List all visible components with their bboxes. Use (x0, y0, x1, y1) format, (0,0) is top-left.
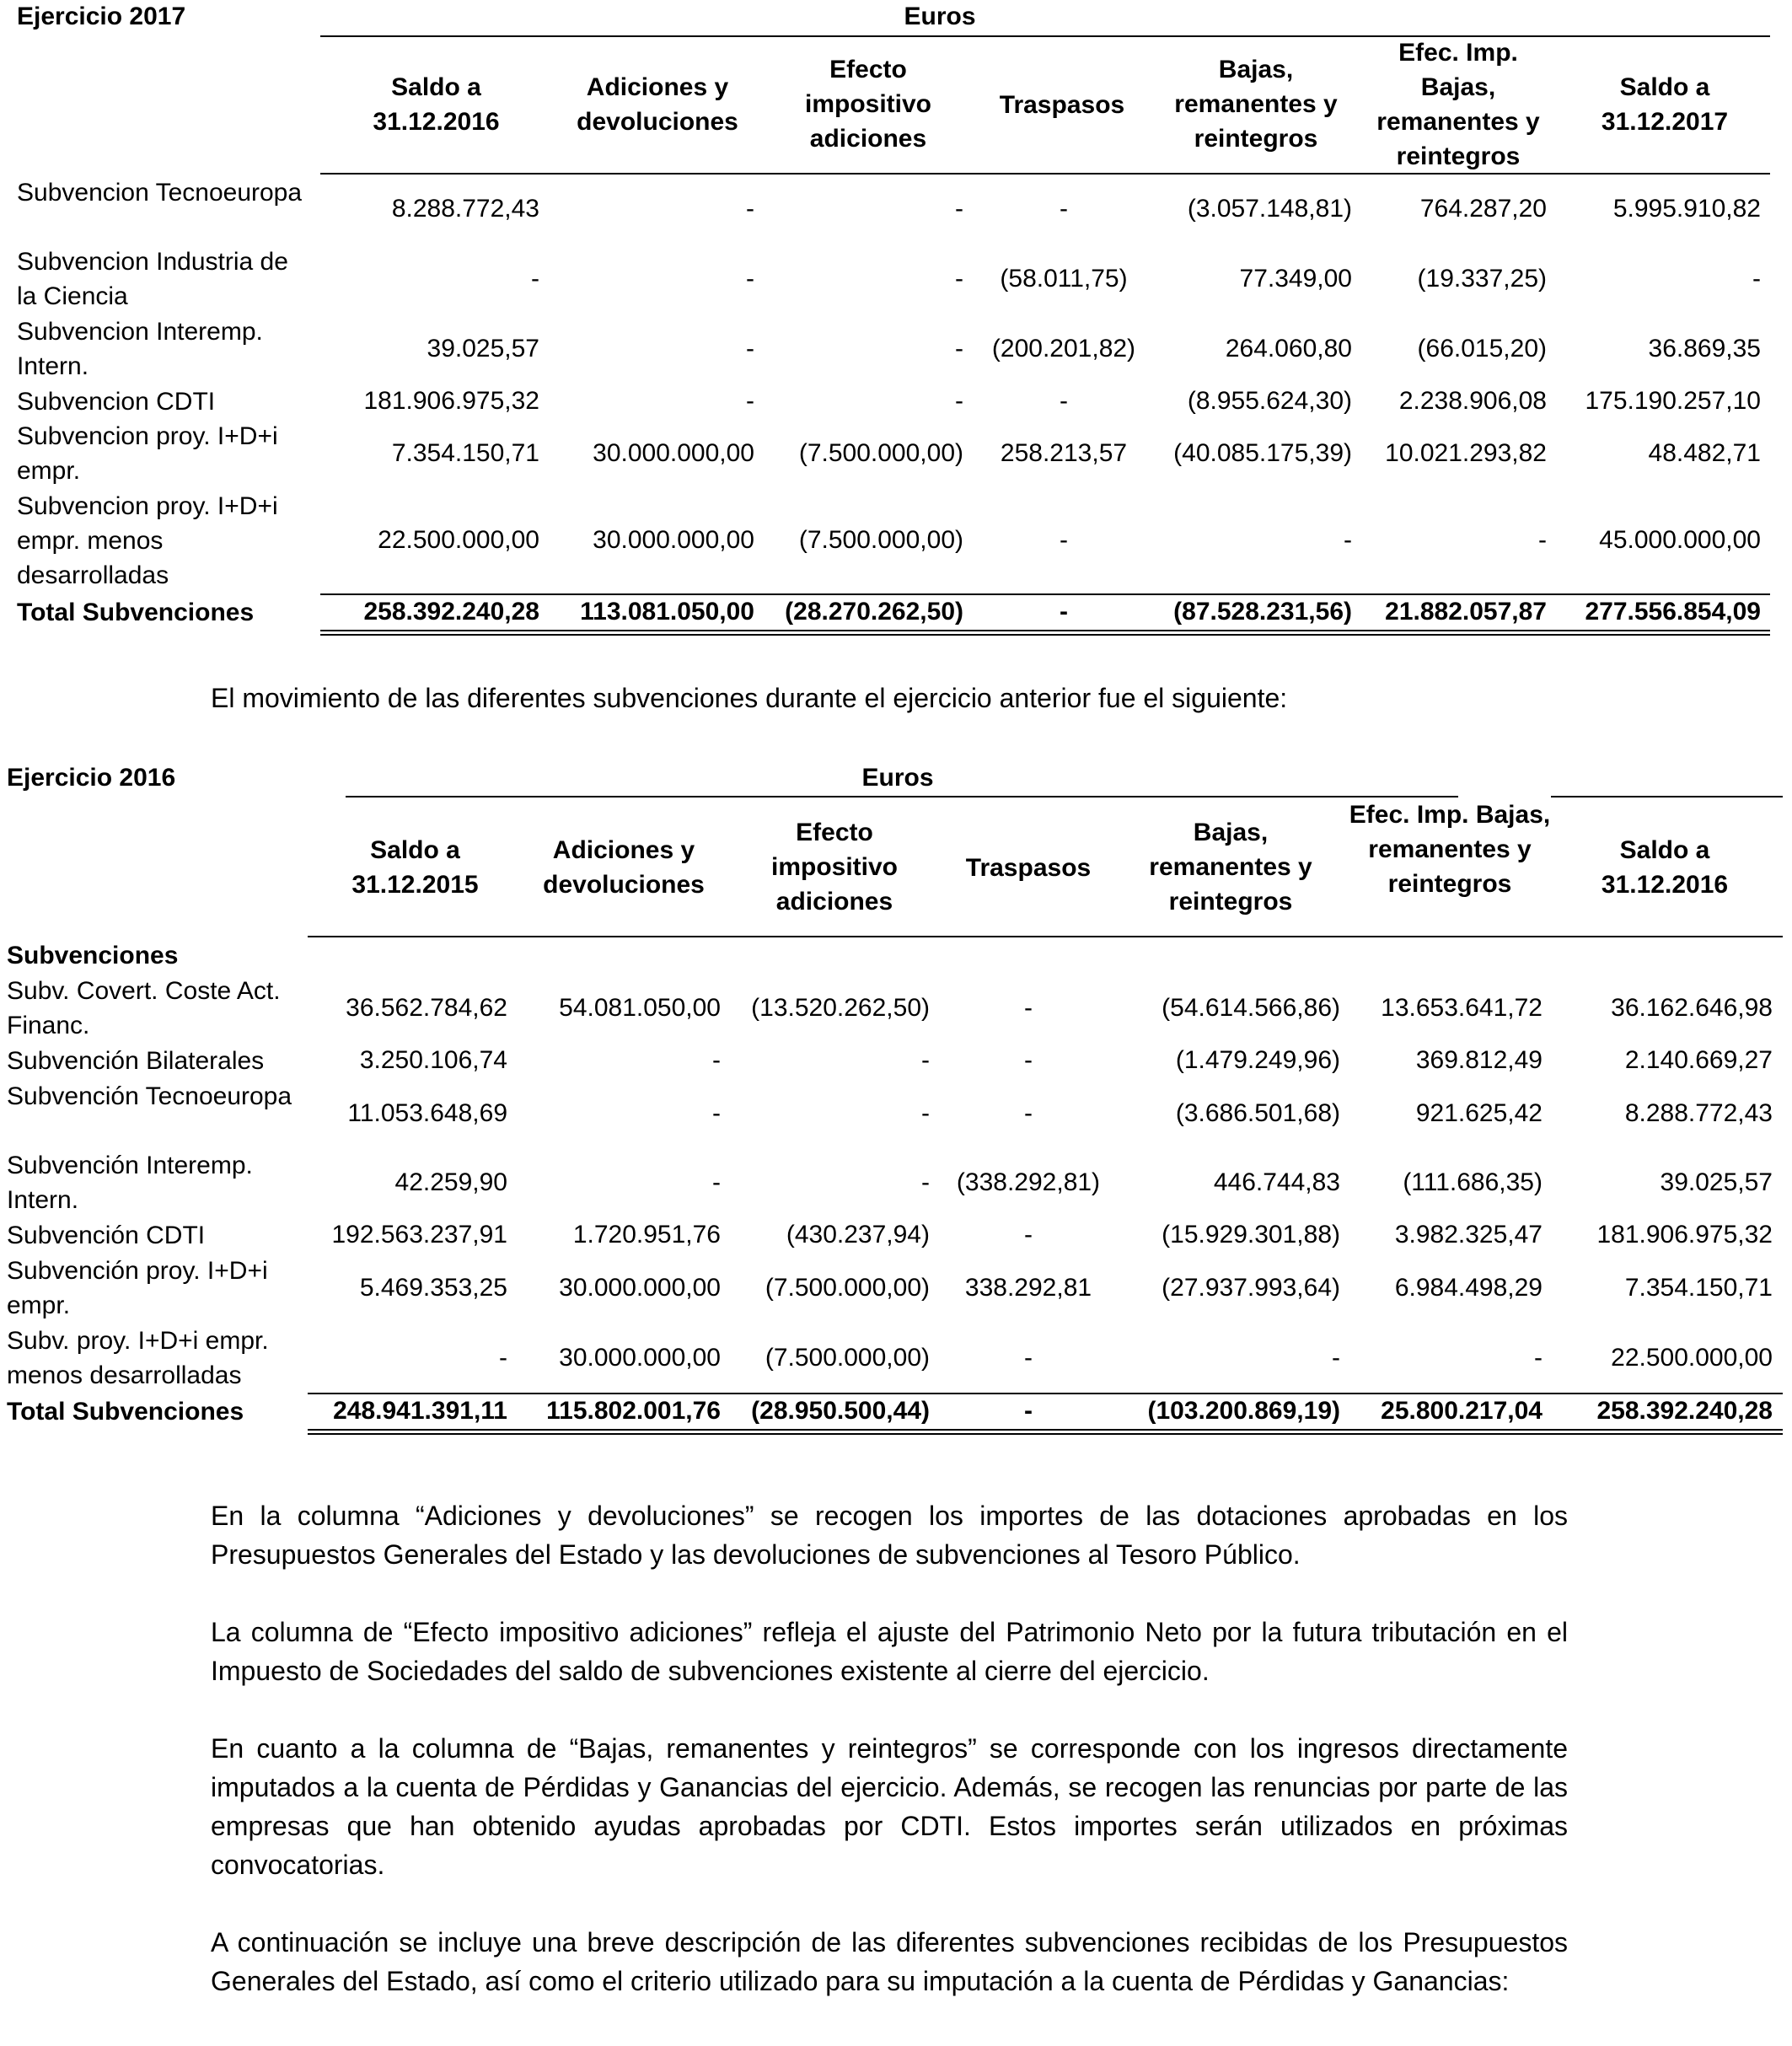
divider (308, 936, 1783, 937)
column-header: Saldo a 31.12.2016 (373, 73, 500, 136)
table-cell: 11.053.648,69 (347, 1099, 507, 1127)
table-cell: (3.057.148,81) (1187, 195, 1352, 223)
table-cell: 181.906.975,32 (363, 387, 539, 415)
table-cell: 21.882.057,87 (1385, 598, 1547, 626)
table-cell: (66.015,20) (1417, 335, 1547, 362)
table-cell: 6.984.498,29 (1394, 1274, 1543, 1302)
table-cell: - (1344, 526, 1352, 554)
table-cell: 258.392.240,28 (1596, 1397, 1773, 1425)
row-label: Subvencion Industria de la Ciencia (17, 248, 288, 310)
table-cell: (19.337,25) (1417, 265, 1547, 293)
table-cell: - (955, 195, 963, 223)
table-cell: 30.000.000,00 (593, 439, 754, 467)
paragraph: En cuanto a la columna de “Bajas, remanentes y reintegros” se corresponde con los ingresos directamente imputados a la cuenta de Pérdidas y Ganancias del ejercicio. Además, se recogen las renuncias por parte de las empresas que han obtenido ayudas aprobadas por CDTI. Estos importes serán utilizados en próximas convocatorias. (211, 1733, 1568, 1880)
table-cell: (338.292,81) (956, 1168, 1101, 1196)
table-cell: - (955, 387, 963, 415)
table-cell: - (712, 1168, 721, 1196)
row-label: Total Subvenciones (7, 1398, 244, 1426)
table-cell: - (1534, 1344, 1543, 1372)
double-underline (308, 1429, 1783, 1435)
section-title: Subvenciones (7, 942, 179, 969)
paragraph: La columna de “Efecto impositivo adiciones” refleja el ajuste del Patrimonio Neto por la futura tributación en el Impuesto de Sociedades del saldo de subvenciones existente al cierre del ejercicio. (211, 1617, 1568, 1686)
column-header: Saldo a 31.12.2016 (1601, 836, 1729, 899)
table-cell: - (1060, 526, 1068, 554)
table-cell: - (746, 387, 754, 415)
table-cell: 446.744,83 (1213, 1168, 1340, 1196)
table-cell: - (1060, 195, 1068, 223)
table-cell: 192.563.237,91 (331, 1221, 507, 1249)
table-cell: - (746, 265, 754, 293)
table-cell: - (1024, 1221, 1033, 1249)
column-header: Saldo a 31.12.2015 (351, 836, 479, 899)
table-cell: - (1060, 598, 1068, 626)
row-label: Subvencion Interemp. Intern. (17, 318, 263, 380)
table-cell: - (1538, 526, 1547, 554)
row-label: Subv. Covert. Coste Act. Financ. (7, 977, 281, 1039)
double-underline (320, 630, 1770, 636)
table-cell: 258.392.240,28 (363, 598, 539, 626)
table-cell: 764.287,20 (1419, 195, 1547, 223)
table-cell: - (1024, 1344, 1033, 1372)
table-cell: 2.140.669,27 (1624, 1046, 1773, 1074)
table-cell: (40.085.175,39) (1173, 439, 1352, 467)
column-header: Saldo a 31.12.2017 (1601, 73, 1729, 136)
table-cell: - (1332, 1344, 1340, 1372)
table-cell: (103.200.869,19) (1147, 1397, 1340, 1425)
table-cell: 3.982.325,47 (1394, 1221, 1543, 1249)
table-cell: 48.482,71 (1648, 439, 1761, 467)
column-header: Traspasos (999, 91, 1125, 119)
table-cell: 36.162.646,98 (1611, 994, 1773, 1022)
table-cell: 3.250.106,74 (359, 1046, 507, 1074)
table-cell: (54.614.566,86) (1162, 994, 1340, 1022)
table-cell: 13.653.641,72 (1381, 994, 1543, 1022)
table-cell: (58.011,75) (1000, 265, 1128, 293)
table-cell: (1.479.249,96) (1175, 1046, 1340, 1074)
table-cell: 113.081.050,00 (580, 598, 754, 626)
table-cell: 10.021.293,82 (1385, 439, 1547, 467)
table-cell: - (1024, 1397, 1033, 1425)
table-cell: - (955, 335, 963, 362)
table-cell: (8.955.624,30) (1187, 387, 1352, 415)
table-cell: 8.288.772,43 (391, 195, 539, 223)
column-header: Adiciones y devoluciones (577, 73, 738, 136)
table-cell: (28.270.262,50) (785, 598, 963, 626)
table-cell: (7.500.000,00) (765, 1344, 930, 1372)
table-cell: 338.292,81 (964, 1274, 1092, 1302)
table-cell: 5.995.910,82 (1612, 195, 1761, 223)
table-cell: 5.469.353,25 (359, 1274, 507, 1302)
row-label: Subvención Tecnoeuropa (7, 1082, 292, 1110)
table-cell: 54.081.050,00 (559, 994, 721, 1022)
table-cell: (3.686.501,68) (1175, 1099, 1340, 1127)
table-cell: (28.950.500,44) (751, 1397, 930, 1425)
table-cell: 22.500.000,00 (378, 526, 539, 554)
divider (346, 796, 1458, 797)
table-cell: 277.556.854,09 (1585, 598, 1761, 626)
table-cell: 39.025,57 (1660, 1168, 1773, 1196)
column-header: Adiciones y devoluciones (543, 836, 705, 899)
table-cell: 258.213,57 (1000, 439, 1128, 467)
divider (320, 593, 1770, 595)
table-2016-title: Ejercicio 2016 (7, 764, 176, 792)
column-header: Bajas, remanentes y reintegros (1149, 819, 1312, 916)
table-cell: 36.869,35 (1648, 335, 1761, 362)
table-cell: 45.000.000,00 (1599, 526, 1761, 554)
paragraph: A continuación se incluye una breve descripción de las diferentes subvenciones recibidas de los Presupuestos Generales del Estado, así como el criterio utilizado para su imputación a la cuenta de Pérdidas y Ganancias: (211, 1927, 1568, 1996)
table-cell: 181.906.975,32 (1596, 1221, 1773, 1249)
column-header: Efec. Imp. Bajas, remanentes y reintegros (1376, 39, 1540, 170)
row-label: Subvención proy. I+D+i empr. (7, 1257, 268, 1319)
table-cell: 22.500.000,00 (1611, 1344, 1773, 1372)
table-cell: 8.288.772,43 (1624, 1099, 1773, 1127)
table-cell: (7.500.000,00) (765, 1274, 930, 1302)
table-cell: 175.190.257,10 (1585, 387, 1761, 415)
table-cell: - (499, 1344, 507, 1372)
table-cell: (15.929.301,88) (1162, 1221, 1340, 1249)
row-label: Subv. proy. I+D+i empr. menos desarrolladas (7, 1327, 269, 1389)
row-label: Subvencion proy. I+D+i empr. menos desarrolladas (17, 492, 278, 589)
table-cell: 39.025,57 (427, 335, 539, 362)
table-cell: 1.720.951,76 (572, 1221, 721, 1249)
table-cell: (87.528.231,56) (1173, 598, 1352, 626)
table-cell: 369.812,49 (1415, 1046, 1543, 1074)
table-cell: - (531, 265, 539, 293)
table-cell: 921.625,42 (1415, 1099, 1543, 1127)
column-header: Efecto impositivo adiciones (770, 819, 898, 916)
table-cell: (7.500.000,00) (798, 439, 963, 467)
table-cell: 42.259,90 (394, 1168, 507, 1196)
table-cell: - (921, 1168, 930, 1196)
table-cell: - (712, 1046, 721, 1074)
table-cell: - (1752, 265, 1761, 293)
table-cell: - (746, 195, 754, 223)
table-cell: - (746, 335, 754, 362)
table-cell: 2.238.906,08 (1398, 387, 1547, 415)
column-header: Efec. Imp. Bajas, remanentes y reintegros (1349, 801, 1551, 898)
paragraph: En la columna “Adiciones y devoluciones” se recogen los importes de las dotaciones aprobadas en los Presupuestos Generales del Estado y las devoluciones de subvenciones al Tesoro Público. (211, 1501, 1568, 1570)
table-cell: 30.000.000,00 (559, 1274, 721, 1302)
table-cell: 77.349,00 (1239, 265, 1352, 293)
row-label: Subvención CDTI (7, 1222, 206, 1249)
row-label: Subvencion CDTI (17, 388, 216, 416)
table-cell: 30.000.000,00 (593, 526, 754, 554)
table-cell: - (955, 265, 963, 293)
table-cell: - (921, 1046, 930, 1074)
column-header: Bajas, remanentes y reintegros (1174, 56, 1338, 153)
divider (308, 1393, 1783, 1394)
table-cell: - (1024, 1099, 1033, 1127)
table-cell: - (1024, 1046, 1033, 1074)
table-cell: 30.000.000,00 (559, 1344, 721, 1372)
table-cell: 248.941.391,11 (333, 1397, 507, 1425)
table-cell: (200.201,82) (991, 335, 1136, 362)
table-cell: 115.802.001,76 (546, 1397, 721, 1425)
intro-2016-text: El movimiento de las diferentes subvenciones durante el ejercicio anterior fue el siguiente: (211, 683, 1288, 713)
column-header: Efecto impositivo adiciones (804, 56, 931, 153)
table-cell: - (1060, 387, 1068, 415)
column-header: Traspasos (965, 854, 1092, 882)
table-cell: (13.520.262,50) (751, 994, 930, 1022)
table-cell: (27.937.993,64) (1162, 1274, 1340, 1302)
table-2017-currency: Euros (904, 3, 976, 30)
divider (320, 173, 1770, 175)
divider (1551, 796, 1783, 797)
table-cell: (111.686,35) (1403, 1168, 1543, 1196)
row-label: Total Subvenciones (17, 599, 255, 626)
table-cell: - (921, 1099, 930, 1127)
table-cell: 264.060,80 (1225, 335, 1352, 362)
table-cell: (430.237,94) (786, 1221, 930, 1249)
row-label: Subvención Bilaterales (7, 1047, 265, 1075)
table-cell: - (712, 1099, 721, 1127)
table-cell: (7.500.000,00) (798, 526, 963, 554)
row-label: Subvencion Tecnoeuropa (17, 179, 303, 207)
table-2016-currency: Euros (861, 764, 934, 792)
table-cell: 36.562.784,62 (346, 994, 507, 1022)
row-label: Subvencion proy. I+D+i empr. (17, 422, 278, 485)
table-cell: - (1024, 994, 1033, 1022)
table-cell: 25.800.217,04 (1381, 1397, 1543, 1425)
table-cell: 7.354.150,71 (1624, 1274, 1773, 1302)
row-label: Subvención Interemp. Intern. (7, 1152, 253, 1214)
table-2017-title: Ejercicio 2017 (17, 3, 186, 30)
table-cell: 7.354.150,71 (391, 439, 539, 467)
